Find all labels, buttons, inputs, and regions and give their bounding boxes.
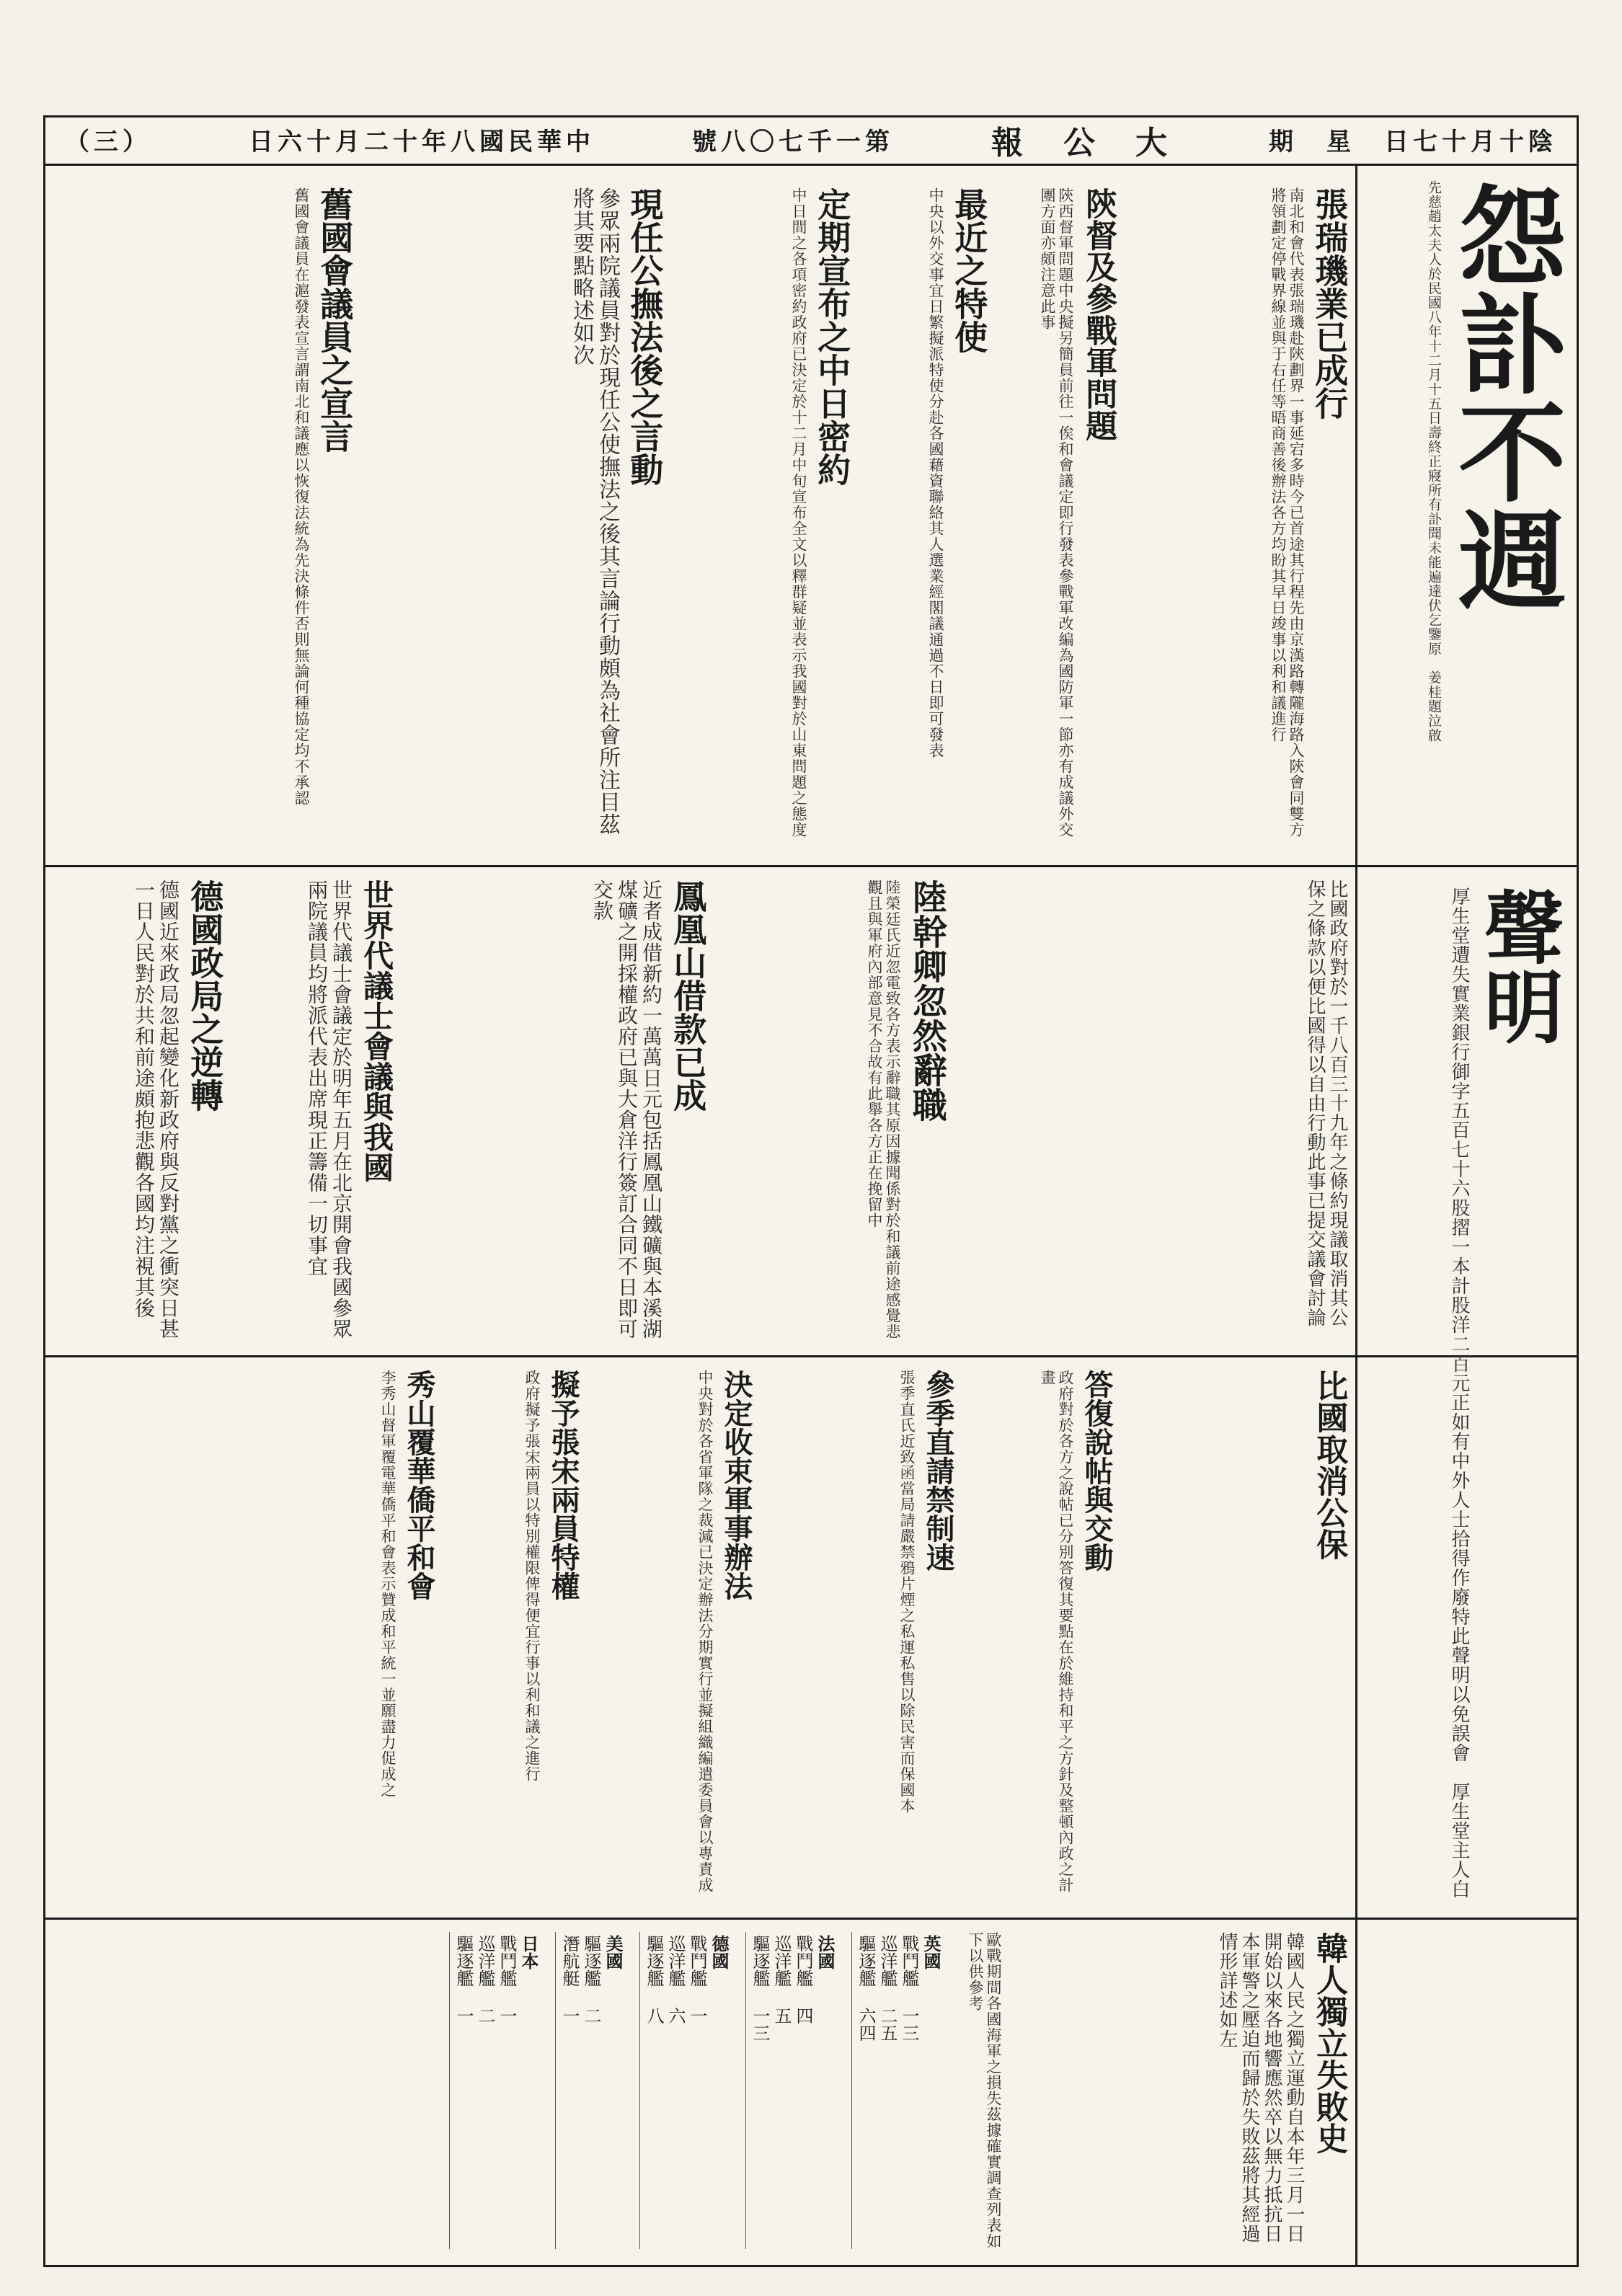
- masthead-issue-number: 號八〇七千一第: [692, 128, 894, 156]
- naval-loss-item: 驅逐艦 八: [644, 1935, 664, 2024]
- article-17-title: 韓人獨立失敗史: [1311, 1932, 1348, 2154]
- masthead-date-western: 日六十月二十年八國民華中: [249, 128, 595, 156]
- ad-column-divider: [1355, 166, 1357, 2267]
- naval-loss-item: 驅逐艦 二: [581, 1935, 601, 2024]
- masthead: [43, 115, 1579, 166]
- article-11-body: 比國政府對於一千八百三十九年之條約現議取消其公保之條款以便比國得以自由行動此事已提交議會討論: [1304, 879, 1348, 1327]
- article-12-body: 政府對於各方之說帖已分別答復其要點在於維持和平之方針及整頓內政之計畫: [1039, 1370, 1074, 1893]
- article-16-body: 歐戰期間各國海軍之損失茲據確實調查列表如下以供參考: [967, 1932, 1002, 2249]
- naval-loss-country-column: [851, 1932, 944, 2249]
- article-15-body: 李秀山督軍覆電華僑平和會表示贊成和平統一並願盡力促成之: [379, 1370, 396, 1798]
- naval-loss-country-column: [555, 1932, 626, 2249]
- article-3-title: 最近之特使: [949, 187, 989, 353]
- article-3-body: 中央以外交事宜日繁擬派特使分赴各國藉資聯絡其人選業經閣議通過不日即可發表: [927, 187, 944, 758]
- naval-loss-country: 美國: [603, 1935, 624, 1969]
- article-5-body: 參眾兩院議員對於現任公使撫法之後其言論行動頗為社會所注目茲將其要點略述如次: [569, 187, 620, 835]
- article-2-body: 陝西督軍問題中央擬另簡員前往一俟和會議定即行發表參戰軍改編為國防軍一節亦有成議外交團方面亦頗注意此事: [1039, 187, 1074, 838]
- article-2-title: 陝督及參戰軍問題: [1080, 187, 1117, 441]
- naval-loss-item: 戰鬥艦 一三: [899, 1935, 919, 2042]
- naval-loss-country: 德國: [709, 1935, 730, 1969]
- naval-loss-item: 巡洋艦 六: [665, 1935, 686, 2024]
- article-4-title: 定期宣布之中日密約: [812, 187, 852, 486]
- naval-loss-table: [58, 1932, 944, 2249]
- article-1-title: 張瑞璣業已成行: [1310, 187, 1350, 420]
- article-8-title: 鳳凰山借款已成: [668, 879, 708, 1112]
- ad-notice-body: 厚生堂遭失實業銀行御字五百七十六股摺一本計股洋二百元正如有中外人士拾得作廢特此聲明以免誤會 厚生堂主人白: [1448, 887, 1470, 1899]
- article-6-body: 舊國會議員在滬發表宣言謂南北和議應以恢復法統為先決條件否則無論何種協定均不承認: [293, 187, 310, 806]
- article-13-title: 決定收束軍事辦法: [719, 1370, 753, 1600]
- divider-row-3: [43, 1918, 1579, 1920]
- naval-loss-item: 戰鬥艦 一: [497, 1935, 517, 2024]
- article-13-body: 中央對於各省軍隊之裁減已決定辦法分期實行並擬組織編遣委員會以專責成: [696, 1370, 714, 1893]
- article-10-body: 德國近來政局忽起變化新政府與反對黨之衝突日甚一日人民對於共和前途頗抱悲觀各國均注視其後: [132, 879, 180, 1339]
- divider-row-2: [43, 1355, 1579, 1357]
- naval-loss-country-column: [745, 1932, 838, 2249]
- article-7-body: 陸榮廷氏近忽電致各方表示辭職其原因據聞係對於和議前途感覺悲觀且與軍府內部意見不合故有此舉各方正在挽留中: [866, 879, 901, 1339]
- article-11-title: 比國取消公保: [1311, 1370, 1348, 1560]
- article-18-title: 參季直請禁制速: [921, 1370, 955, 1572]
- naval-loss-item: 巡洋艦 五: [771, 1935, 792, 2024]
- article-12-title: 答復說帖與交動: [1080, 1370, 1114, 1572]
- article-18-body: 張季直氏近致函當局請嚴禁鴉片煙之私運私售以除民害而保國本: [898, 1370, 916, 1814]
- article-15-title: 秀山覆華僑平和會: [402, 1370, 436, 1600]
- masthead-page-number: （三）: [65, 128, 151, 156]
- naval-loss-country: 法國: [815, 1935, 836, 1969]
- article-6-title: 舊國會議員之宣言: [315, 187, 355, 453]
- naval-loss-item: 戰鬥艦 四: [793, 1935, 813, 2024]
- article-8-body: 近者成借新約一萬萬日元包括鳳凰山鐵礦與本溪湖煤礦之開採權政府已與大倉洋行簽訂合同不日即可交款: [590, 879, 663, 1339]
- article-5-title: 現任公撫法後之言動: [625, 187, 665, 486]
- article-9-title: 世界代議士會議與我國: [359, 879, 395, 1182]
- article-14-body: 政府擬予張宋兩員以特別權限俾得便宜行事以利和議之進行: [523, 1370, 541, 1782]
- ad-obituary-title: 怨訃不週: [1440, 180, 1566, 613]
- divider-row-1: [43, 865, 1579, 867]
- naval-loss-item: 戰鬥艦 一: [687, 1935, 707, 2024]
- naval-loss-item: 驅逐艦 一三: [750, 1935, 770, 2042]
- naval-loss-country-column: [449, 1932, 542, 2249]
- naval-loss-country-column: [639, 1932, 732, 2249]
- article-10-title: 德國政局之逆轉: [185, 879, 225, 1112]
- article-14-title: 擬予張宋兩員特權: [546, 1370, 580, 1600]
- naval-loss-item: 驅逐艦 六四: [856, 1935, 876, 2042]
- article-17-body: 韓國人民之獨立運動自本年三月一日開始以來各地響應然卒以無力抵抗日本軍警之壓迫而歸於失敗茲將其經過情形詳述如左: [1216, 1932, 1305, 2243]
- naval-loss-item: 巡洋艦 二五: [877, 1935, 898, 2042]
- article-4-body: 中日間之各項密約政府已決定於十二月中旬宣布全文以釋群疑並表示我國對於山東問題之態度: [790, 187, 807, 838]
- masthead-date-lunar: 期 星 日七十月十陰: [1269, 128, 1557, 156]
- naval-loss-item: 巡洋艦 二: [475, 1935, 495, 2024]
- naval-loss-country: 英國: [921, 1935, 941, 1969]
- naval-loss-item: 潛航艇 一: [559, 1935, 580, 2024]
- naval-loss-item: 驅逐艦 一: [453, 1935, 474, 2024]
- ad-obituary-body: 先慈趙太夫人於民國八年十二月十五日壽終正寢所有訃聞未能遍達伏乞鑒原 姜桂題泣啟: [1426, 180, 1442, 743]
- masthead-center-title: 報 公 大: [991, 124, 1171, 161]
- article-9-body: 世界代議士會議定於明年五月在北京開會我國參眾兩院議員均將派代表出席現正籌備一切事宜: [305, 879, 353, 1339]
- naval-loss-country: 日本: [518, 1935, 539, 1969]
- article-1-body: 南北和會代表張瑞璣赴陝劃界一事延宕多時今已首途其行程先由京漢路轉隴海路入陝會同雙方將領劃定停戰界線並與于右任等晤商善後辦法各方均盼其早日竣事以利和議進行: [1269, 187, 1305, 838]
- ad-notice-title: 聲明: [1471, 887, 1564, 1045]
- article-7-title: 陸幹卿忽然辭職: [906, 879, 947, 1122]
